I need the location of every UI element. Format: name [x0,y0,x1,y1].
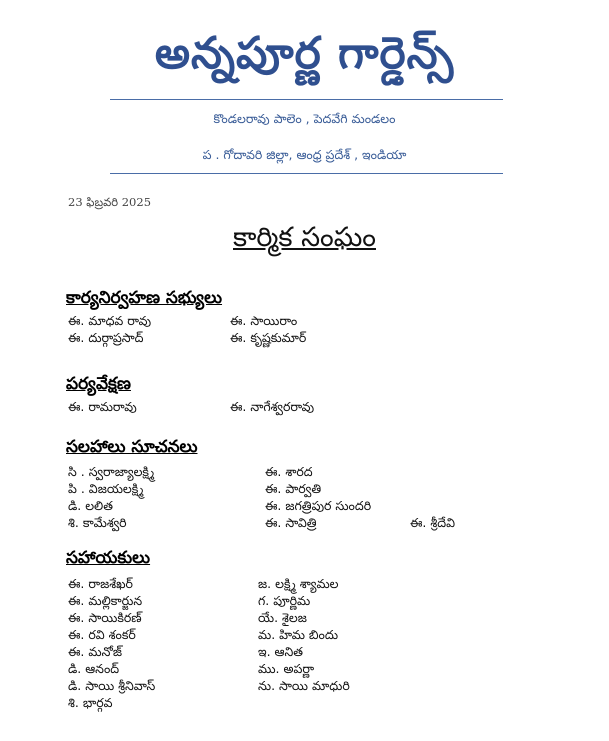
member-name: ము. అపర్ణా [258,661,315,676]
member-name: శి. కామేశ్వరి [68,515,127,530]
section-title-advisors: సలహాలు సూచనలు [66,437,198,457]
member-name: ఈ. శారద [265,464,313,479]
member-name: మ. హిమ బిందు [258,627,339,642]
member-name: ఈ. రామరావు [68,399,137,414]
member-name: ఈ. సాయికిరణ్ [68,610,142,625]
member-name: జ. లక్ష్మి శ్యామల [258,576,339,591]
member-name: ఈ. జగత్రిపుర సుందరి [265,498,372,513]
member-name: ఈ. మల్లికార్జున [68,593,143,608]
header-rule-bottom [110,173,503,174]
member-name: యే. శైలజ [258,610,307,625]
member-name: సి . స్వరాజ్యాలక్ష్మి [68,464,155,479]
member-name: శి. భార్గవ [68,695,113,710]
member-name: డి. సాయి శ్రీనివాస్ [68,678,156,693]
section-title-supervision: పర్యవేక్షణ [66,374,131,394]
document-date: 23 ఫిబ్రవరి 2025 [68,195,152,209]
member-name: డి. ఆనంద్ [68,661,120,676]
member-name: ఈ. కృష్ణకుమార్ [230,330,307,345]
member-name: ఈ. దుర్గాప్రసాద్ [68,330,144,345]
address-line-1: కొండలరావు పాలెం , పెదవేగి మండలం [213,111,396,126]
member-name: ఈ. సాయిరాం [230,313,298,328]
member-name: ఈ. రవి శంకర్ [68,627,136,642]
member-name: డి. లలిత [68,498,113,513]
member-name: పి . విజయలక్ష్మి [68,481,144,496]
member-name: ఇ. ఆనిత [258,644,304,659]
org-title: అన్నపూర్ణ గార్డెన్స్ [154,28,455,79]
member-name: ఈ. సావిత్రి [265,515,317,530]
address-line-2: ప . గోదావరి జిల్లా, ఆంధ్ర ప్రదేశ్ , ఇండియా [202,147,407,162]
section-title-assistants: సహాయకులు [66,548,151,568]
member-name: ఈ. శ్రీదేవి [410,515,455,530]
member-name: ఈ. నాగేశ్వరరావు [230,399,315,414]
member-name: ఈ. మనోజ్ [68,644,122,659]
member-name: గ. పూర్ణిమ [258,593,311,608]
member-name: ఈ. మాధవ రావు [68,313,152,328]
section-title-executive: కార్యనిర్వహణ సభ్యులు [66,288,223,308]
member-name: ఈ. పార్వతి [265,481,322,496]
member-name: ఈ. రాజశేఖర్ [68,576,133,591]
header-rule-top [110,99,503,100]
document-heading: కార్మిక సంఘం [233,222,376,253]
member-name: ను. సాయి మాధురి [258,678,350,693]
